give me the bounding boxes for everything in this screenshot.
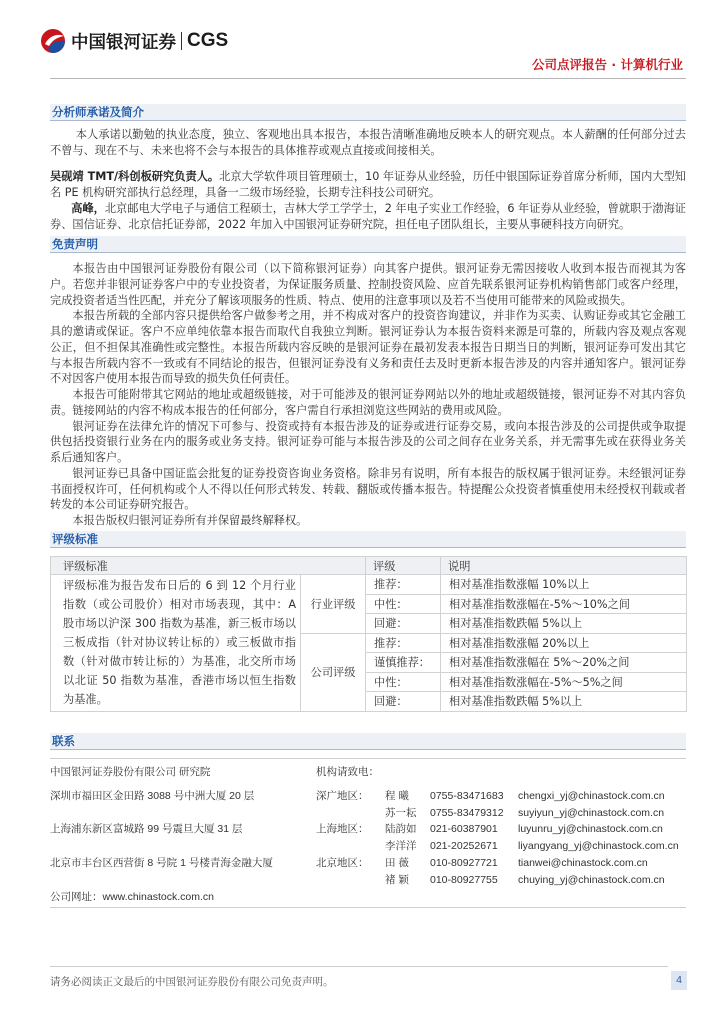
rating-name: 谨慎推荐： bbox=[366, 653, 441, 673]
rating-table bbox=[50, 556, 687, 712]
address-beijing: 北京市丰台区西营街 8 号院 1 号楼青海金融大厦 bbox=[50, 857, 273, 869]
rating-description: 相对基准指数跌幅 5%以上 bbox=[441, 692, 687, 712]
analyst-bio: 北京大学软件项目管理硕士，10 年证券从业经验，历任中银国际证券首席分析师，国内大型知名 PE 机构研究部执行总经理，具备一二级市场经验，长期专注科技公司研究。 bbox=[50, 169, 686, 199]
rating-group-company: 公司评级 bbox=[301, 633, 366, 711]
rating-name: 回避： bbox=[366, 614, 441, 634]
cgs-emblem-icon bbox=[40, 28, 66, 54]
header-standard: 评级标准 bbox=[51, 557, 366, 575]
rating-name: 中性： bbox=[366, 672, 441, 692]
company-name: 中国银河证券股份有限公司 研究院 bbox=[50, 766, 211, 778]
rating-description: 相对基准指数涨幅 10%以上 bbox=[441, 575, 687, 595]
section-title-rating: 评级标准 bbox=[50, 531, 686, 548]
table-row bbox=[51, 575, 687, 595]
contact-email: tianwei@chinastock.com.cn bbox=[518, 857, 648, 869]
region-label: 上海地区： bbox=[316, 823, 369, 835]
header-description: 说明 bbox=[441, 557, 687, 575]
contact-phone: 0755-83471683 bbox=[430, 790, 504, 802]
rating-group-industry: 行业评级 bbox=[301, 575, 366, 634]
contact-name: 程 曦 bbox=[385, 790, 409, 802]
analyst-profile bbox=[50, 201, 686, 234]
logo-text: 中国银河证券 bbox=[71, 32, 176, 53]
contact-name: 李洋洋 bbox=[385, 840, 417, 852]
company-website: 公司网址：www.chinastock.com.cn bbox=[50, 891, 214, 903]
contact-phone: 010-80927721 bbox=[430, 857, 498, 869]
logo-separator bbox=[181, 32, 182, 50]
disclaimer-paragraph: 本报告由中国银河证券股份有限公司（以下简称银河证券）向其客户提供。银河证券无需因接收人收到本报告而视其为客户。若您并非银河证券客户中的专业投资者，为保证服务质量、控制投资风险、应首先联系银河证券机构销售部门或客户经理，完成投资者适当性匹配，并充分了解该项服务的性质、特点、使用的注意事项以及若不当使用可能带来的风险或损失。 bbox=[50, 262, 686, 307]
company-logo bbox=[40, 27, 228, 55]
rating-basis: 评级标准为报告发布日后的 6 到 12 个月行业指数（或公司股价）相对市场表现，其中：A 股市场以沪深 300 指数为基准，新三板市场以三板成指（针对协议转让标的）或三板做市指数（针对做市转让标的）为基准，北交所市场以北证 50 指数为基准，香港市场以恒生指数为基准。 bbox=[51, 575, 301, 712]
analyst-profile bbox=[50, 169, 686, 202]
analyst-section bbox=[50, 127, 686, 234]
contact-phone: 010-80927755 bbox=[430, 874, 498, 886]
contact-name: 陆韵如 bbox=[385, 823, 417, 835]
analyst-bio: 北京邮电大学电子与通信工程硕士，吉林大学工学学士，2 年电子实业工作经验，6 年证券从业经验，曾就职于渤海证券、国信证券、北京信托证券部，2022 年加入中国银河证券研究院，担任电子团队组长，主要从事硬科技方向研究。 bbox=[50, 202, 686, 232]
contact-email: liyangyang_yj@chinastock.com.cn bbox=[518, 840, 679, 852]
contact-phone: 021-60387901 bbox=[430, 823, 498, 835]
header-rating: 评级 bbox=[366, 557, 441, 575]
logo-abbreviation: CGS bbox=[187, 30, 229, 51]
rating-name: 推荐： bbox=[366, 633, 441, 653]
footer-notice: 请务必阅读正文最后的中国银河证券股份有限公司免责声明。 bbox=[50, 976, 334, 988]
contact-name: 苏一耘 bbox=[385, 807, 417, 819]
report-type-label: 公司点评报告 · 计算机行业 bbox=[532, 57, 683, 72]
rating-description: 相对基准指数涨幅在-5%～10%之间 bbox=[441, 594, 687, 614]
rating-description: 相对基准指数涨幅在-5%～5%之间 bbox=[441, 672, 687, 692]
analyst-name: 吴砚靖 TMT/科创板研究负责人。 bbox=[50, 169, 220, 183]
contact-email: chengxi_yj@chinastock.com.cn bbox=[518, 790, 665, 802]
disclaimer-paragraph: 银河证券已具备中国证监会批复的证券投资咨询业务资格。除非另有说明，所有本报告的版权属于银河证券。未经银河证券书面授权许可，任何机构或个人不得以任何形式转发、转载、翻版或传播本报告。特提醒公众投资者慎重使用未经授权刊载或者转发的本公司证券研究报告。 bbox=[50, 466, 686, 512]
disclaimer-paragraph: 银河证券在法律允许的情况下可参与、投资或持有本报告涉及的证券或进行证券交易，或向本报告涉及的公司提供或争取提供包括投资银行业务在内的服务或业务支持。银河证券可能与本报告涉及的公司之间存在业务关系，并无需事先或在获得业务关系后通知客户。 bbox=[50, 419, 686, 464]
contact-phone: 021-20252671 bbox=[430, 840, 498, 852]
rating-description: 相对基准指数涨幅 20%以上 bbox=[441, 633, 687, 653]
contact-email: chuying_yj@chinastock.com.cn bbox=[518, 874, 665, 886]
disclaimer-paragraph: 本报告可能附带其它网站的地址或超级链接，对于可能涉及的银河证券网站以外的地址或超级链接，银河证券不对其内容负责。链接网站的内容不构成本报告的任何部分，客户需自行承担浏览这些网站的费用或风险。 bbox=[50, 388, 686, 417]
region-label: 深广地区： bbox=[316, 790, 369, 802]
rating-name: 中性： bbox=[366, 594, 441, 614]
disclaimer-paragraph: 本报告所载的全部内容只提供给客户做参考之用，并不构成对客户的投资咨询建议，并非作为买卖、认购证券或其它金融工具的邀请或保证。客户不应单纯依靠本报告而取代自我独立判断。银河证券认为本报告资料来源是可靠的，所载内容及观点客观公正，但不担保其准确性或完整性。本报告所载内容反映的是银河证券在最初发表本报告日期当日的判断，银河证券可发出其它与本报告所载内容不一致或有不同结论的报告，但银河证券没有义务和责任去及时更新本报告涉及的内容并通知客户。银河证券不对因客户使用本报告而导致的损失负任何责任。 bbox=[50, 309, 686, 386]
disclaimer-section bbox=[50, 261, 686, 529]
contact-block bbox=[50, 758, 686, 908]
section-title-contact: 联系 bbox=[50, 733, 686, 750]
contact-email: suyiyun_yj@chinastock.com.cn bbox=[518, 807, 665, 819]
analyst-commitment: 本人承诺以勤勉的执业态度，独立、客观地出具本报告，本报告清晰准确地反映本人的研究观点。本人薪酬的任何部分过去不曾与、现在不与、未来也将不会与本报告的具体推荐或观点直接或间接相关。 bbox=[50, 128, 686, 158]
contact-email: luyunru_yj@chinastock.com.cn bbox=[518, 823, 663, 835]
section-title-analyst: 分析师承诺及简介 bbox=[50, 104, 686, 121]
rating-name: 回避： bbox=[366, 692, 441, 712]
address-shanghai: 上海浦东新区富城路 99 号震旦大厦 31 层 bbox=[50, 823, 243, 835]
footer-divider bbox=[50, 966, 668, 967]
disclaimer-paragraph: 本报告版权归银河证券所有并保留最终解释权。 bbox=[72, 514, 308, 527]
page-number: 4 bbox=[671, 971, 687, 990]
analyst-name: 高峰， bbox=[71, 202, 105, 216]
contact-name: 褚 颖 bbox=[385, 874, 409, 886]
rating-table-header bbox=[51, 557, 687, 575]
contact-phone: 0755-83479312 bbox=[430, 807, 504, 819]
header-divider bbox=[50, 78, 686, 79]
rating-description: 相对基准指数跌幅 5%以上 bbox=[441, 614, 687, 634]
rating-name: 推荐： bbox=[366, 575, 441, 595]
section-title-disclaimer: 免责声明 bbox=[50, 236, 686, 253]
region-label: 北京地区： bbox=[316, 857, 369, 869]
rating-description: 相对基准指数涨幅在 5%～20%之间 bbox=[441, 653, 687, 673]
address-shenzhen: 深圳市福田区金田路 3088 号中洲大厦 20 层 bbox=[50, 790, 255, 802]
contact-name: 田 薇 bbox=[385, 857, 409, 869]
inquiry-label: 机构请致电： bbox=[316, 766, 379, 778]
